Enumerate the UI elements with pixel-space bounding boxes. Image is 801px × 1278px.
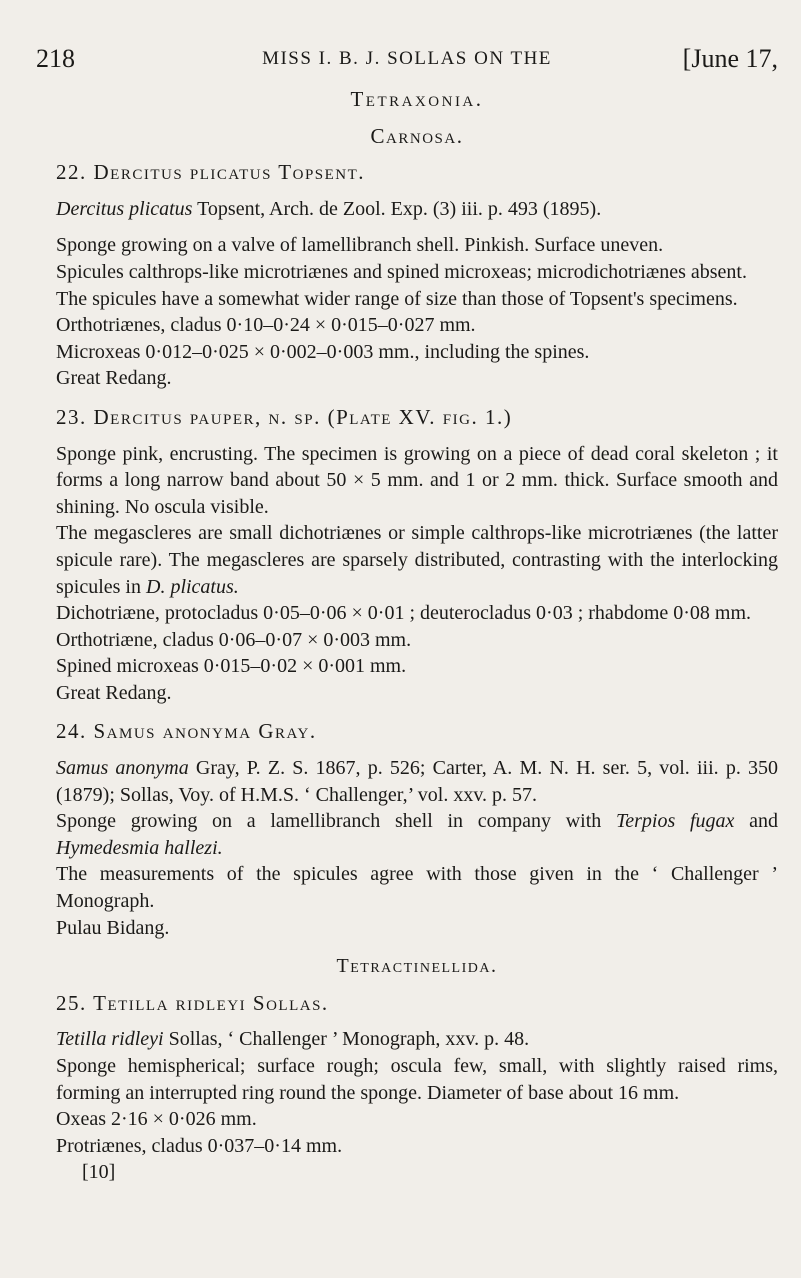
description: The measurements of the spicules agree with those given in the ‘ Challenger ’ Monograph. bbox=[56, 863, 778, 913]
taxon-name: Dercitus plicatus bbox=[56, 197, 193, 220]
locality: Great Redang. bbox=[56, 367, 172, 390]
order-title: Tetraxonia. bbox=[350, 87, 484, 111]
running-head: MISS I. B. J. SOLLAS ON THE bbox=[262, 48, 552, 69]
page-header bbox=[36, 44, 778, 74]
page-number: 218 bbox=[36, 44, 75, 73]
description: Spicules calthrops-like microtriænes and spined microxeas; microdichotriænes absent. bbox=[56, 260, 747, 283]
entry-23 bbox=[56, 404, 778, 707]
taxon-name: Terpios fugax bbox=[615, 810, 735, 833]
taxon-name: D. plicatus. bbox=[146, 575, 239, 598]
measurement: Orthotriæne, cladus 0·06–0·07 × 0·003 mm. bbox=[56, 628, 412, 651]
measurement: Orthotriænes, cladus 0·10–0·24 × 0·015–0·027 mm. bbox=[56, 314, 476, 337]
description: Sponge hemispherical; surface rough; oscula few, small, with slightly raised rims, forming an interrupted ring round the sponge. Diameter of base about 16 mm. bbox=[56, 1055, 778, 1104]
entry-25 bbox=[56, 990, 778, 1186]
description: The spicules have a somewhat wider range of size than those of Topsent's specimens. bbox=[56, 287, 738, 310]
measurement: Dichotriæne, protocladus 0·05–0·06 × 0·01 ; deuterocladus 0·03 ; rhabdome 0·08 mm. bbox=[56, 602, 752, 625]
header-date: [June 17, bbox=[682, 44, 778, 73]
section-title-tetractinellida: Tetractinellida. bbox=[336, 955, 498, 978]
locality: Great Redang. bbox=[56, 681, 172, 704]
entry-22 bbox=[56, 159, 778, 392]
description: Sponge growing on a valve of lamellibranch shell. Pinkish. Surface uneven. bbox=[56, 234, 664, 257]
description: The megascleres are small dichotriænes or simple calthrops-like microtriænes (the latter spicule rare). The megascleres are sparsely distributed, contrasting with the interlocking spicules in D. plicatus. bbox=[56, 522, 778, 598]
description: Sponge growing on a lamellibranch shell in company with Terpios fugax and Hymedesmia hallezi. bbox=[56, 810, 778, 859]
entry-heading: 24. Samus anonyma Gray. bbox=[56, 719, 317, 744]
suborder-title: Carnosa. bbox=[370, 123, 464, 148]
reference: Tetilla ridleyi Sollas, ‘ Challenger ’ Monograph, xxv. p. 48. bbox=[56, 1028, 530, 1051]
article-body bbox=[56, 86, 778, 1186]
entry-24 bbox=[56, 718, 778, 941]
folio-number: [10] bbox=[82, 1161, 116, 1184]
measurement: Microxeas 0·012–0·025 × 0·002–0·003 mm., including the spines. bbox=[56, 340, 590, 363]
measurement: Spined microxeas 0·015–0·02 × 0·001 mm. bbox=[56, 655, 407, 678]
entry-heading: 25. Tetilla ridleyi Sollas. bbox=[56, 990, 329, 1015]
taxon-name: Samus anonyma bbox=[56, 757, 189, 780]
locality: Pulau Bidang. bbox=[56, 916, 170, 939]
taxon-name: Hymedesmia hallezi. bbox=[56, 836, 223, 859]
measurement: Oxeas 2·16 × 0·026 mm. bbox=[56, 1108, 257, 1131]
entry-heading: 23. Dercitus pauper, n. sp. (Plate XV. fig. 1.) bbox=[56, 404, 513, 429]
description: Sponge pink, encrusting. The specimen is growing on a piece of dead coral skeleton ; it forms a long narrow band about 50 × 5 mm. and 1 or 2 mm. thick. Surface smooth and shining. No oscula visible. bbox=[56, 442, 778, 518]
entry-heading: 22. Dercitus plicatus Topsent. bbox=[56, 160, 366, 185]
measurement: Protriænes, cladus 0·037–0·14 mm. bbox=[56, 1134, 343, 1157]
reference: Samus anonyma Gray, P. Z. S. 1867, p. 526; Carter, A. M. N. H. ser. 5, vol. iii. p. 350 (1879); Sollas, Voy. of H.M.S. ‘ Challenger,’ vol. xxv. p. 57. bbox=[56, 757, 779, 806]
taxon-name: Tetilla ridleyi bbox=[56, 1028, 164, 1051]
reference: Dercitus plicatus Topsent, Arch. de Zool. Exp. (3) iii. p. 493 (1895). bbox=[56, 197, 602, 220]
